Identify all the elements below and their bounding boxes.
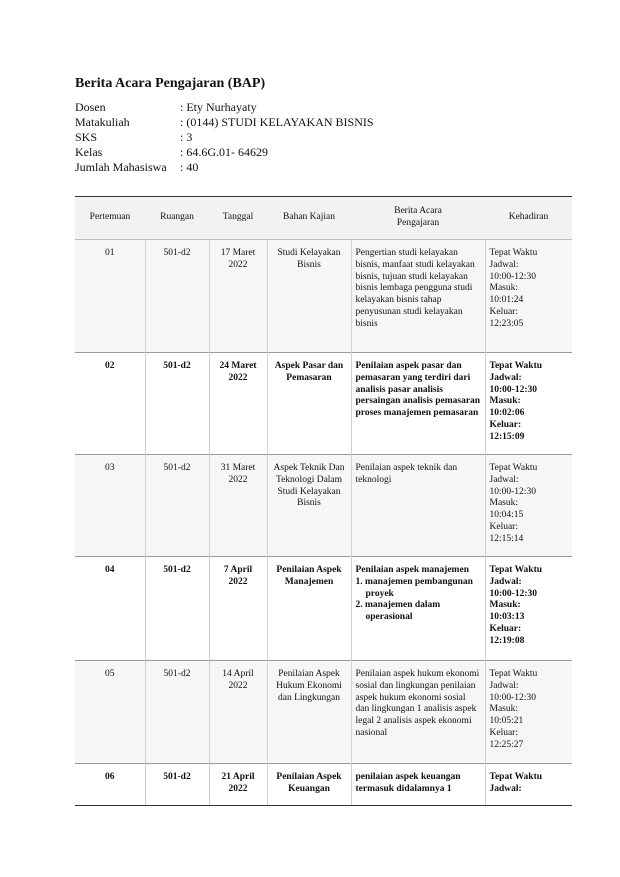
- info-label: Matakuliah: [75, 115, 130, 129]
- cell-berita-acara: Penilaian aspek teknik dan teknologi: [351, 455, 485, 557]
- cell-tanggal: 21 April 2022: [209, 764, 267, 806]
- cell-berita-acara: Penilaian aspek pasar dan pemasaran yang terdiri dari analisis pasar analisis persaingan analisis pemasaran proses manajemen pemasaran: [351, 353, 485, 455]
- cell-berita-acara: Penilaian aspek hukum ekonomi sosial dan lingkungan penilaian aspek hukum ekonomi sosial dan lingkungan 1 analisis aspek legal 2 analisis aspek ekonomi nasional: [351, 661, 485, 764]
- header-berita-line1: Berita Acara: [394, 206, 442, 217]
- kehadiran-jadwal-label: Jadwal:: [489, 680, 519, 691]
- header-tanggal: Tanggal: [209, 197, 267, 240]
- cell-ruangan: 501-d2: [145, 353, 209, 455]
- kehadiran-masuk: 10:03:13: [489, 612, 525, 623]
- cell-ruangan: 501-d2: [145, 455, 209, 557]
- cell-kehadiran: [485, 661, 572, 764]
- kehadiran-jadwal: 10:00-12:30: [489, 692, 536, 703]
- cell-tanggal: 24 Maret 2022: [209, 353, 267, 455]
- header-ruangan: Ruangan: [145, 197, 209, 240]
- berita-list: [356, 577, 481, 624]
- table-header-row: [75, 197, 572, 240]
- kehadiran-keluar-label: Keluar:: [489, 727, 518, 738]
- info-row-sks: [75, 130, 374, 145]
- table-row: [75, 353, 572, 455]
- kehadiran-masuk-label: Masuk:: [489, 704, 518, 715]
- table-row: [75, 455, 572, 557]
- cell-bahan-kajian: Studi Kelayakan Bisnis: [267, 240, 351, 353]
- kehadiran-masuk-label: Masuk:: [489, 498, 518, 509]
- kehadiran-masuk-label: Masuk:: [489, 600, 521, 611]
- kehadiran-status: Tepat Waktu: [489, 248, 538, 258]
- cell-pertemuan: 05: [75, 661, 145, 764]
- cell-pertemuan: 06: [75, 764, 145, 806]
- berita-intro: Penilaian aspek manajemen: [355, 565, 469, 575]
- info-row-matakuliah: [75, 115, 374, 130]
- cell-bahan-kajian: Penilaian Aspek Hukum Ekonomi dan Lingkungan: [267, 661, 351, 764]
- kehadiran-masuk: 10:02:06: [489, 408, 525, 419]
- kehadiran-keluar: 12:25:27: [489, 739, 524, 750]
- cell-ruangan: 501-d2: [145, 764, 209, 806]
- header-kehadiran: Kehadiran: [485, 197, 572, 240]
- kehadiran-jadwal-label: Jadwal:: [489, 576, 522, 587]
- table-row: [75, 557, 572, 661]
- kehadiran-jadwal-label: Jadwal:: [489, 259, 519, 270]
- cell-bahan-kajian: Penilaian Aspek Manajemen: [267, 557, 351, 661]
- info-value: : 64.6G.01- 64629: [180, 145, 268, 159]
- kehadiran-keluar: 12:15:09: [489, 431, 525, 442]
- cell-tanggal: 14 April 2022: [209, 661, 267, 764]
- header-berita-line2: Pengajaran: [396, 218, 440, 228]
- info-label: Dosen: [75, 100, 106, 114]
- cell-bahan-kajian: Penilaian Aspek Keuangan: [267, 764, 351, 806]
- cell-kehadiran: [485, 455, 572, 557]
- table-row: [75, 661, 572, 764]
- list-item: 1. manajemen pembangunan proyek: [355, 576, 473, 599]
- cell-bahan-kajian: Aspek Teknik Dan Teknologi Dalam Studi Kelayakan Bisnis: [267, 455, 351, 557]
- kehadiran-keluar-label: Keluar:: [489, 419, 522, 430]
- page-title: Berita Acara Pengajaran (BAP): [75, 76, 266, 91]
- kehadiran-keluar-label: Keluar:: [489, 623, 522, 634]
- list-item: 2. manajemen dalam operasional: [355, 600, 441, 623]
- cell-kehadiran: [485, 240, 572, 353]
- kehadiran-jadwal-label: Jadwal:: [489, 474, 519, 485]
- info-label: Kelas: [75, 145, 103, 159]
- kehadiran-keluar: 12:15:14: [489, 533, 524, 544]
- cell-ruangan: 501-d2: [145, 557, 209, 661]
- kehadiran-masuk: 10:04:15: [489, 510, 524, 521]
- info-value: : (0144) STUDI KELAYAKAN BISNIS: [180, 115, 374, 129]
- kehadiran-masuk-label: Masuk:: [489, 283, 518, 294]
- cell-pertemuan: 03: [75, 455, 145, 557]
- cell-pertemuan: 04: [75, 557, 145, 661]
- cell-tanggal: 31 Maret 2022: [209, 455, 267, 557]
- info-value: : 3: [180, 130, 193, 144]
- course-info: [75, 100, 374, 175]
- cell-pertemuan: 01: [75, 240, 145, 353]
- cell-berita-acara: [351, 557, 485, 661]
- kehadiran-status: Tepat Waktu: [489, 565, 543, 575]
- kehadiran-status: Tepat Waktu: [489, 361, 543, 371]
- header-berita-acara: [351, 197, 485, 240]
- cell-kehadiran: [485, 557, 572, 661]
- info-label: SKS: [75, 130, 98, 144]
- kehadiran-masuk: 10:01:24: [489, 295, 524, 306]
- info-value: : 40: [180, 160, 199, 174]
- info-label: Jumlah Mahasiswa: [75, 160, 167, 174]
- cell-berita-acara: Pengertian studi kelayakan bisnis, manfaat studi kelayakan bisnis, tujuan studi kelayakan bisnis lembaga pengguna studi kelayakan bisnis tahap penyusunan studi kelayakan bisnis: [351, 240, 485, 353]
- kehadiran-masuk: 10:05:21: [489, 716, 524, 727]
- info-row-kelas: [75, 145, 374, 160]
- kehadiran-keluar-label: Keluar:: [489, 521, 518, 532]
- cell-bahan-kajian: Aspek Pasar dan Pemasaran: [267, 353, 351, 455]
- cell-ruangan: 501-d2: [145, 240, 209, 353]
- kehadiran-jadwal-label: Jadwal:: [489, 372, 522, 383]
- table-row: [75, 240, 572, 353]
- kehadiran-status: Tepat Waktu: [489, 772, 543, 782]
- kehadiran-status: Tepat Waktu: [489, 669, 538, 679]
- cell-kehadiran: [485, 764, 572, 806]
- header-bahan-kajian: Bahan Kajian: [267, 197, 351, 240]
- kehadiran-jadwal: 10:00-12:30: [489, 486, 536, 497]
- cell-ruangan: 501-d2: [145, 661, 209, 764]
- kehadiran-keluar: 12:19:08: [489, 635, 525, 646]
- info-value: : Ety Nurhayaty: [180, 100, 257, 114]
- kehadiran-masuk-label: Masuk:: [489, 396, 521, 407]
- cell-pertemuan: 02: [75, 353, 145, 455]
- table-row: [75, 764, 572, 806]
- bap-table: [75, 196, 572, 806]
- cell-tanggal: 17 Maret 2022: [209, 240, 267, 353]
- header-pertemuan: Pertemuan: [75, 197, 145, 240]
- kehadiran-jadwal: 10:00-12:30: [489, 384, 537, 395]
- info-row-jumlah-mahasiswa: [75, 160, 374, 175]
- kehadiran-jadwal-label: Jadwal:: [489, 783, 522, 794]
- kehadiran-keluar-label: Keluar:: [489, 306, 518, 317]
- kehadiran-keluar: 12:23:05: [489, 318, 524, 329]
- kehadiran-jadwal: 10:00-12:30: [489, 271, 536, 282]
- cell-kehadiran: [485, 353, 572, 455]
- cell-tanggal: 7 April 2022: [209, 557, 267, 661]
- info-row-dosen: [75, 100, 374, 115]
- cell-berita-acara: penilaian aspek keuangan termasuk didalamnya 1: [351, 764, 485, 806]
- kehadiran-status: Tepat Waktu: [489, 463, 538, 473]
- kehadiran-jadwal: 10:00-12:30: [489, 588, 537, 599]
